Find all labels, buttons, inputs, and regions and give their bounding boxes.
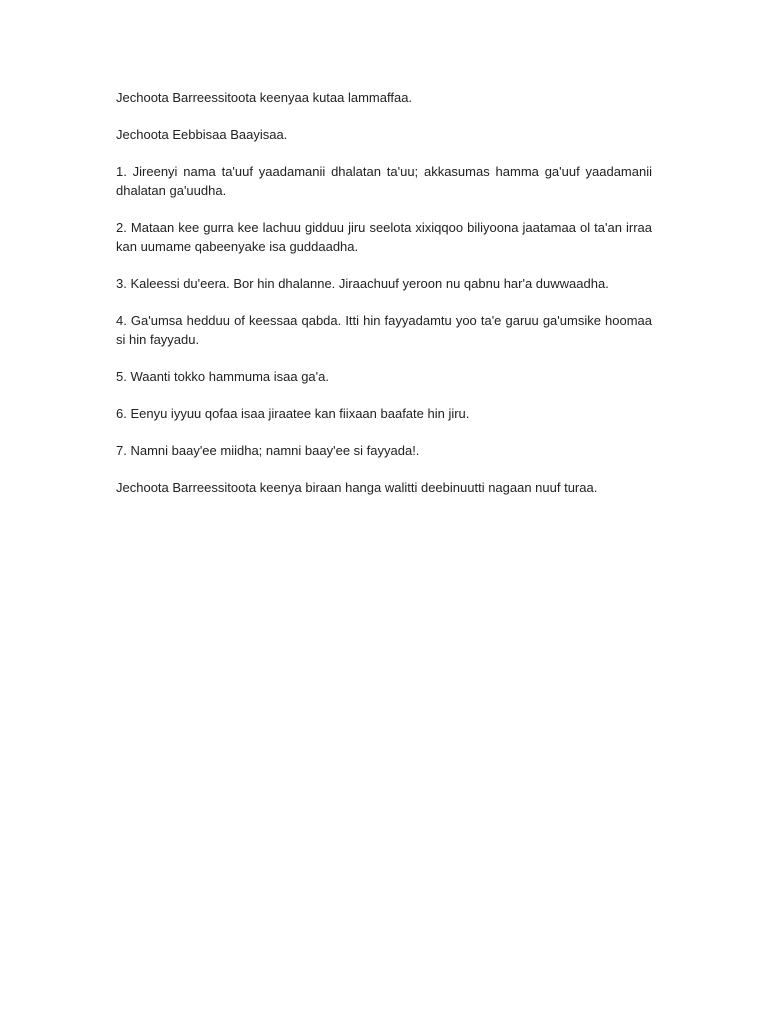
- intro-line: Jechoota Barreessitoota keenyaa kutaa lammaffaa.: [116, 90, 413, 105]
- list-item: 4. Ga'umsa hedduu of keessaa qabda. Itti hin fayyadamtu yoo ta'e garuu ga'umsike hoomaa si hin fayyadu.: [116, 313, 652, 347]
- list-item: 2. Mataan kee gurra kee lachuu gidduu jiru seelota xixiqqoo biliyoona jaatamaa ol ta'an irraa kan uumame qabeenyake isa guddaadha.: [116, 220, 652, 254]
- list-item: 7. Namni baay'ee miidha; namni baay'ee si fayyada!.: [116, 443, 420, 458]
- subheading: Jechoota Eebbisaa Baayisaa.: [116, 127, 288, 142]
- list-item: 5. Waanti tokko hammuma isaa ga'a.: [116, 369, 329, 384]
- list-item: 6. Eenyu iyyuu qofaa isaa jiraatee kan fiixaan baafate hin jiru.: [116, 406, 470, 421]
- closing-line: Jechoota Barreessitoota keenya biraan hanga walitti deebinuutti nagaan nuuf turaa.: [116, 480, 598, 495]
- list-item: 1. Jireenyi nama ta'uuf yaadamanii dhalatan ta'uu; akkasumas hamma ga'uuf yaadamanii dhalatan ga'uudha.: [116, 164, 652, 198]
- document-page: [116, 88, 652, 515]
- list-item: 3. Kaleessi du'eera. Bor hin dhalanne. Jiraachuuf yeroon nu qabnu har'a duwwaadha.: [116, 276, 609, 291]
